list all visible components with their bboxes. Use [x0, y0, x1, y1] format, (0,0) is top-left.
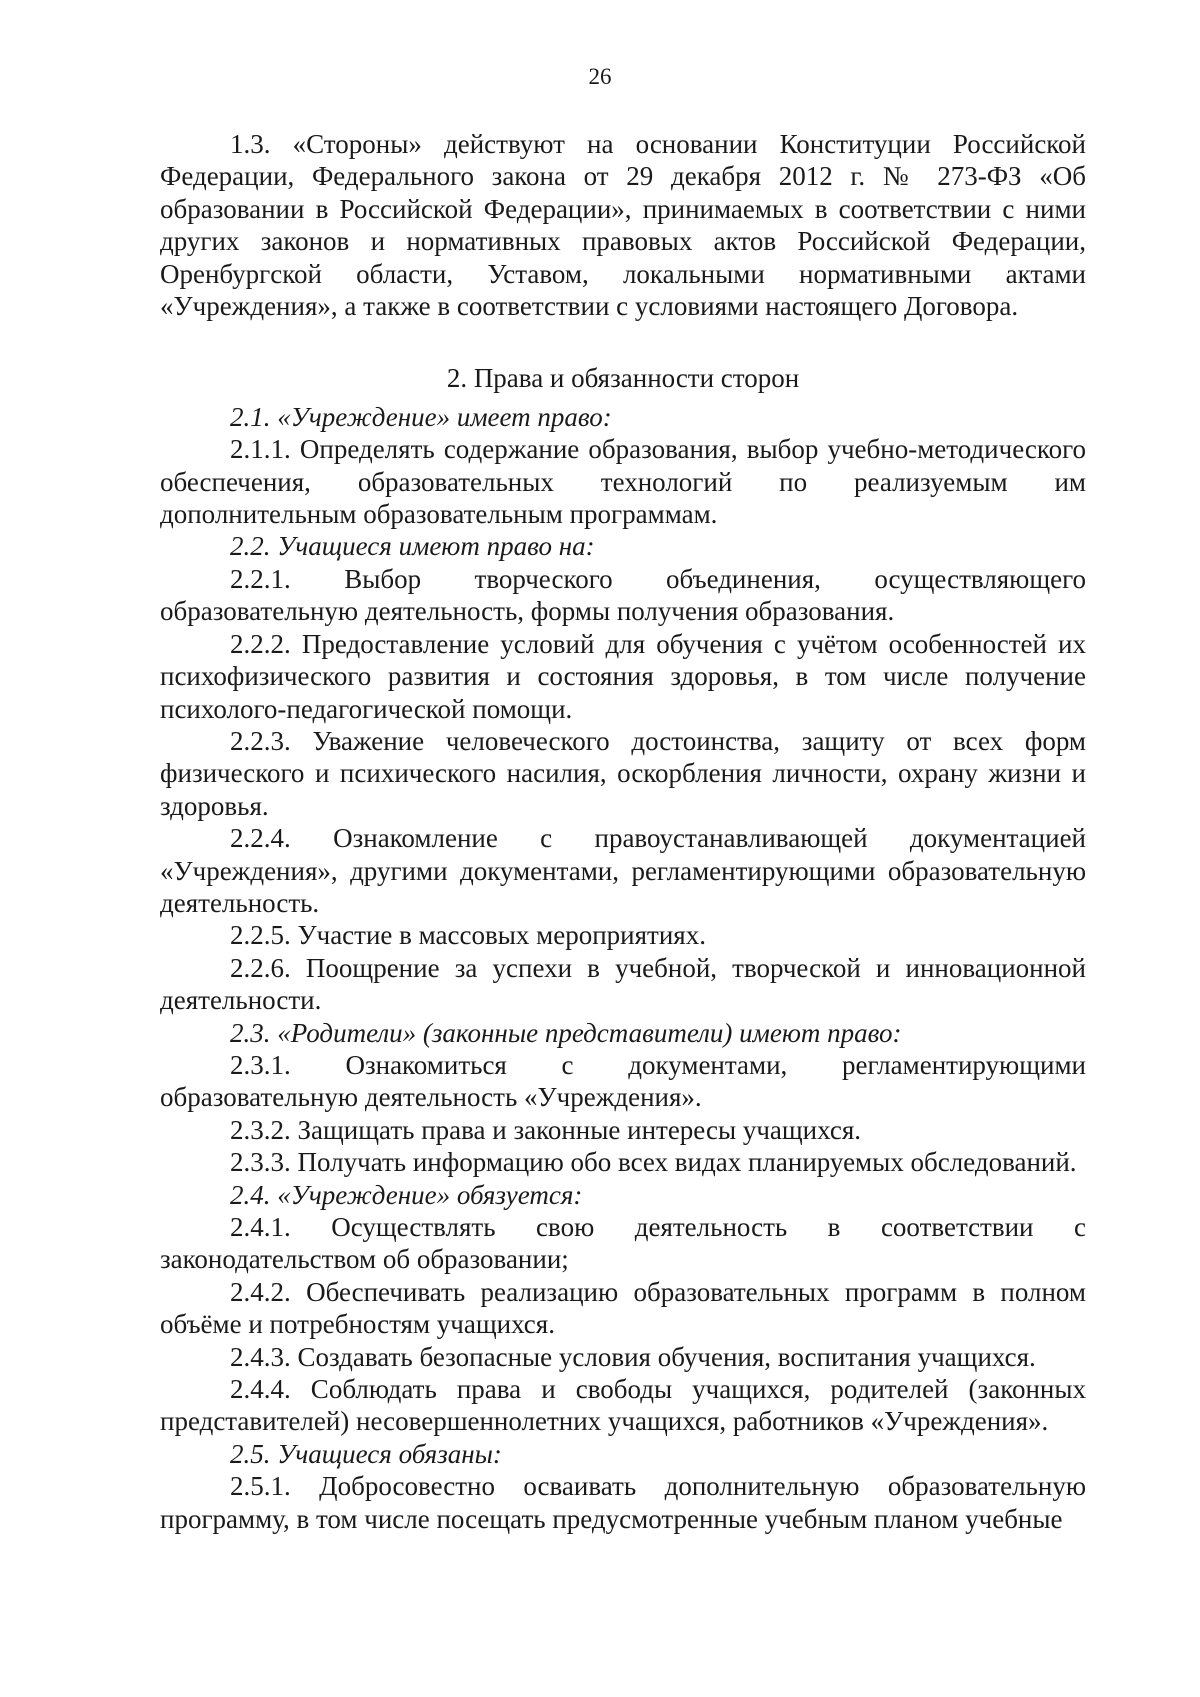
clause-paragraph: 2.2.6. Поощрение за успехи в учебной, творческой и инновационной деятельности. [160, 952, 1086, 1016]
clause-paragraph: 2.4.4. Соблюдать права и свободы учащихся, родителей (законных представителей) несовершеннолетних учащихся, работников «Учреждения». [160, 1374, 1086, 1437]
clause-paragraph: 2.4.3. Создавать безопасные условия обучения, воспитания учащихся. [230, 1341, 1036, 1372]
clause-paragraph: 2.2.2. Предоставление условий для обучения с учётом особенностей их психофизического развития и состояния здоровья, в том числе получение психолого-педагогической помощи. [160, 628, 1086, 724]
clause-paragraph: 2.4.2. Обеспечивать реализацию образовательных программ в полном объёме и потребностям учащихся. [160, 1276, 1086, 1340]
clause-paragraph: 2.2.3. Уважение человеческого достоинства, защиту от всех форм физического и психического насилия, оскорбления личности, охрану жизни и здоровья. [160, 725, 1086, 821]
subsection-heading: 2.3. «Родители» (законные представители) имеют право: [230, 1017, 902, 1048]
clause-paragraph: 2.4.1. Осуществлять свою деятельность в соответствии с законодательством об образовании; [160, 1212, 1086, 1275]
clause-paragraph: 2.3.1. Ознакомиться с документами, регламентирующими образовательную деятельность «Учреждения». [160, 1049, 1086, 1113]
clause-paragraph: 2.3.2. Защищать права и законные интересы учащихся. [230, 1114, 862, 1145]
document-body [160, 128, 1086, 1535]
page-number: 26 [588, 64, 612, 89]
clause-paragraph: 2.5.1. Добросовестно осваивать дополнительную образовательную программу, в том числе посещать предусмотренные учебным планом учебные [160, 1471, 1086, 1534]
subsection-heading: 2.2. Учащиеся имеют право на: [230, 531, 595, 562]
subsection-heading: 2.1. «Учреждение» имеет право: [230, 401, 612, 432]
subsection-heading: 2.5. Учащиеся обязаны: [230, 1438, 502, 1469]
clause-paragraph: 2.2.4. Ознакомление с правоустанавливающей документацией «Учреждения», другими документами, регламентирующими образовательную деятельность. [160, 823, 1086, 918]
section-title: 2. Права и обязанности сторон [446, 363, 800, 394]
paragraph-1-3: 1.3. «Стороны» действуют на основании Конституции Российской Федерации, Федерального закона от 29 декабря 2012 г. № 273-ФЗ «Об образовании в Российской Федерации», принимаемых в соответствии с ними других законов и нормативных правовых актов Российской Федерации, Оренбургской области, Уставом, локальными нормативными актами «Учреждения», а также в соответствии с условиями настоящего Договора. [160, 129, 1086, 322]
clause-paragraph: 2.2.5. Участие в массовых мероприятиях. [230, 920, 706, 951]
subsection-heading: 2.4. «Учреждение» обязуется: [230, 1179, 583, 1210]
clause-paragraph: 2.2.1. Выбор творческого объединения, осуществляющего образовательную деятельность, формы получения образования. [160, 563, 1086, 627]
section-items [160, 401, 1086, 1535]
clause-paragraph: 2.3.3. Получать информацию обо всех видах планируемых обследований. [230, 1147, 1077, 1178]
clause-paragraph: 2.1.1. Определять содержание образования, выбор учебно-методического обеспечения, образовательных технологий по реализуемым им дополнительным образовательным программам. [160, 434, 1086, 530]
